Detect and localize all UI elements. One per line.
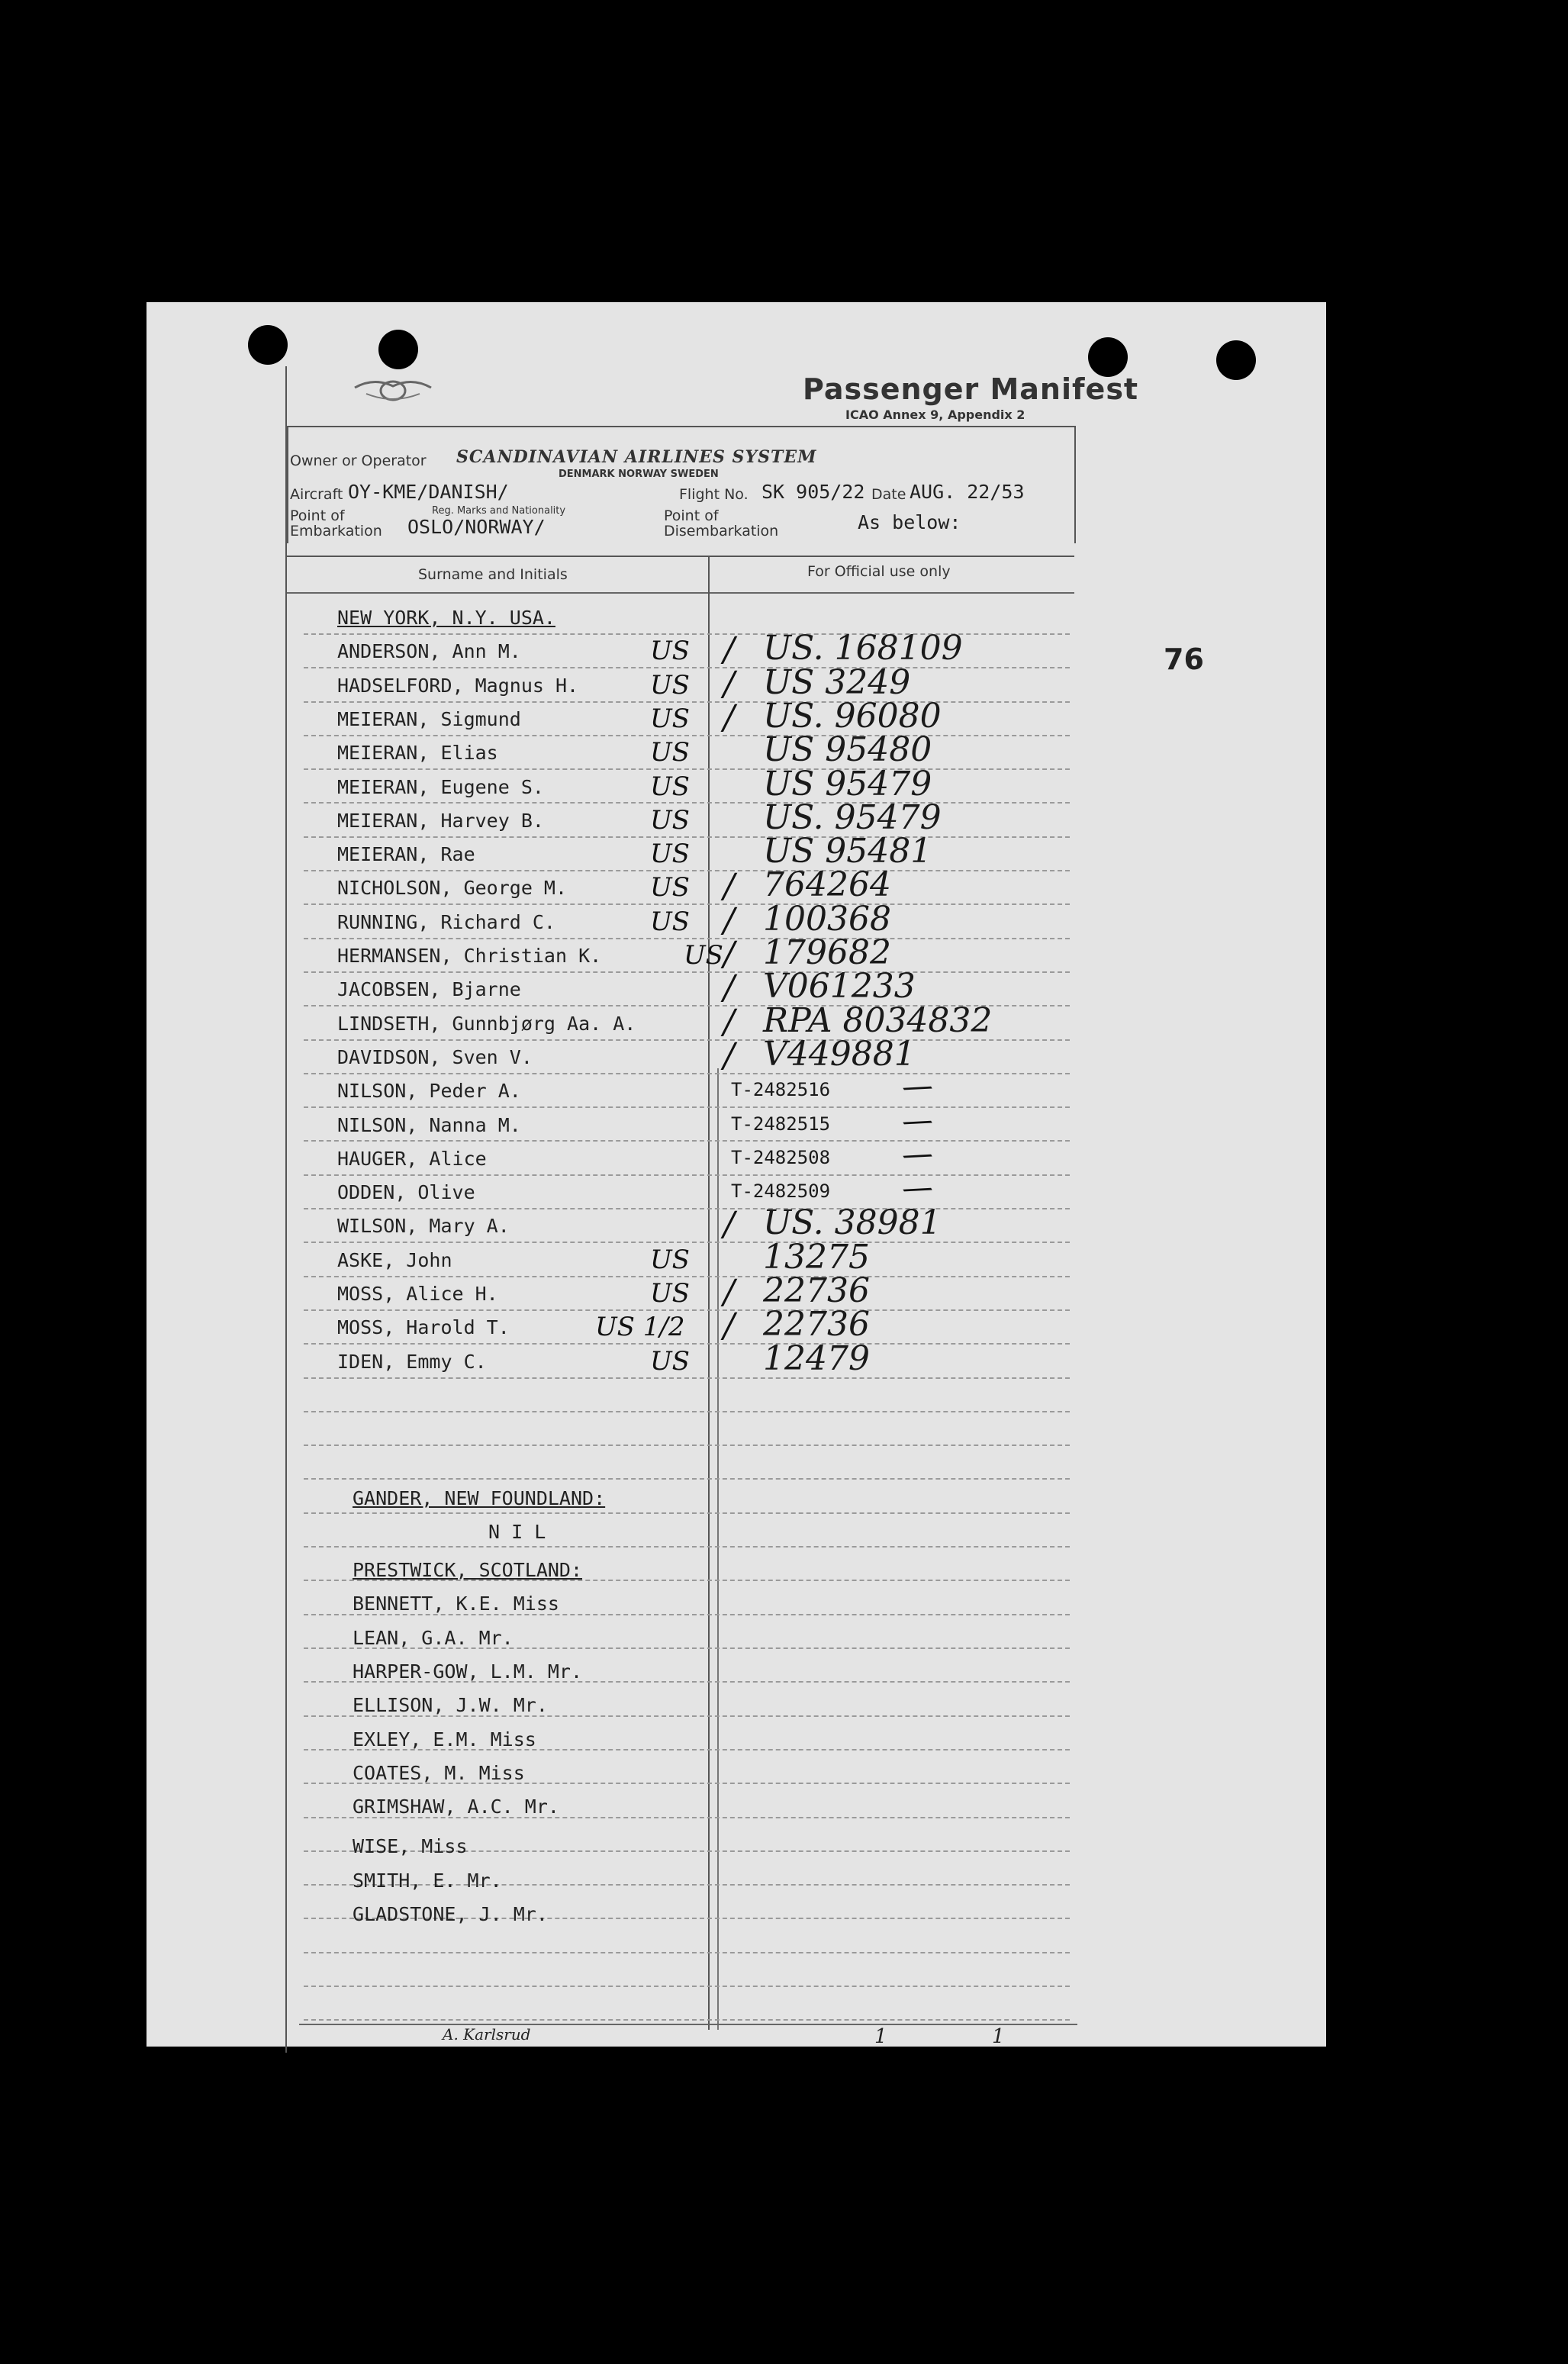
check-mark: / [900, 1142, 936, 1170]
page-number: 76 [1164, 643, 1204, 676]
official-number: 12479 [763, 1339, 870, 1378]
embark-label: Point of Embarkation [290, 507, 382, 539]
col-official-header: For Official use only [807, 563, 951, 580]
form-subtitle: ICAO Annex 9, Appendix 2 [845, 407, 1025, 422]
passenger-name: NILSON, Nanna M. [337, 1114, 521, 1136]
header-rule [287, 556, 1074, 558]
nationality-mark: US [650, 670, 690, 701]
passenger-name: HARPER-GOW, L.M. Mr. [353, 1660, 583, 1683]
passenger-name: MOSS, Alice H. [337, 1283, 498, 1305]
row-rule [304, 1309, 1070, 1312]
row-rule [304, 1377, 1070, 1380]
nationality-mark: US [650, 1245, 690, 1275]
row-rule [304, 1174, 1070, 1177]
official-number: T-2482516 [731, 1079, 831, 1100]
airline-countries: DENMARK NORWAY SWEDEN [559, 469, 719, 480]
section-heading: NEW YORK, N.Y. USA. [337, 607, 555, 629]
check-mark: / [723, 665, 735, 704]
check-mark: / [723, 968, 735, 1007]
check-mark: / [723, 630, 735, 669]
nationality-mark: US [650, 839, 690, 869]
nationality-mark: US 1/2 [595, 1312, 685, 1342]
passenger-name: IDEN, Emmy C. [337, 1351, 487, 1373]
passenger-name: LINDSETH, Gunnbjørg Aa. A. [337, 1013, 636, 1035]
passenger-name: GLADSTONE, J. Mr. [353, 1903, 548, 1925]
punch-hole [1088, 337, 1128, 377]
official-number: T-2482509 [731, 1180, 831, 1202]
passenger-name: N I L [488, 1521, 546, 1543]
row-rule [304, 1478, 1070, 1480]
nationality-mark: US [650, 872, 690, 903]
column-divider [708, 557, 710, 2030]
nationality-mark: US [650, 907, 690, 937]
row-rule [304, 1512, 1070, 1515]
owner-label: Owner or Operator [290, 453, 427, 469]
passenger-name: DAVIDSON, Sven V. [337, 1046, 533, 1068]
check-mark: / [723, 1205, 735, 1244]
embark-value: OSLO/NORWAY/ [407, 516, 546, 538]
official-number: RPA 8034832 [763, 1001, 993, 1040]
official-number: 764264 [763, 865, 891, 904]
footer-name: A. Karlsrud [443, 2025, 531, 2044]
check-mark: / [900, 1074, 936, 1102]
row-rule [304, 1140, 1070, 1142]
date-value: AUG. 22/53 [910, 481, 1025, 503]
official-number: US 95480 [763, 730, 932, 769]
passenger-name: MOSS, Harold T. [337, 1316, 510, 1338]
official-number: US 95481 [763, 832, 932, 871]
passenger-name: NILSON, Peder A. [337, 1080, 521, 1102]
col-surname-header: Surname and Initials [418, 566, 568, 583]
official-number: US. 95479 [763, 798, 942, 837]
nationality-mark: US [650, 805, 690, 836]
passenger-name: HAUGER, Alice [337, 1148, 487, 1170]
nationality-mark: US [650, 704, 690, 734]
nationality-mark: US [650, 1278, 690, 1309]
left-margin-line [285, 366, 287, 2053]
nationality-mark: US [650, 636, 690, 666]
row-rule [304, 1073, 1070, 1075]
official-number: US. 38981 [763, 1203, 942, 1242]
passenger-name: BENNETT, K.E. Miss [353, 1593, 559, 1615]
nationality-mark: US [650, 1346, 690, 1377]
airline-logo-icon [351, 371, 435, 406]
official-number: V061233 [763, 967, 916, 1006]
passenger-name: NICHOLSON, George M. [337, 877, 568, 899]
official-number: 22736 [763, 1271, 870, 1310]
row-rule [304, 1546, 1070, 1548]
airline-name: SCANDINAVIAN AIRLINES SYSTEM [456, 447, 817, 467]
row-rule [304, 1444, 1070, 1447]
official-number: T-2482508 [731, 1147, 831, 1168]
nationality-mark: US [684, 940, 723, 971]
passenger-name: MEIERAN, Harvey B. [337, 810, 544, 832]
row-rule [304, 1986, 1070, 1988]
passenger-name: WILSON, Mary A. [337, 1215, 510, 1237]
punch-hole [378, 330, 418, 369]
passenger-name: COATES, M. Miss [353, 1762, 525, 1784]
official-number: 22736 [763, 1305, 870, 1344]
punch-hole [1216, 340, 1256, 380]
disembark-value: As below: [858, 511, 961, 533]
section-heading: GANDER, NEW FOUNDLAND: [353, 1487, 606, 1509]
official-number: US. 168109 [763, 629, 963, 668]
check-mark: / [723, 1036, 735, 1075]
marks-label: Reg. Marks and Nationality [432, 505, 566, 517]
official-number: US 95479 [763, 765, 932, 804]
passenger-name: MEIERAN, Sigmund [337, 708, 521, 730]
passenger-name: ELLISON, J.W. Mr. [353, 1694, 548, 1716]
check-mark: / [723, 1273, 735, 1312]
row-rule [304, 1411, 1070, 1413]
row-rule [304, 903, 1070, 906]
check-mark: / [723, 1306, 735, 1345]
check-mark: / [723, 698, 735, 737]
passenger-name: WISE, Miss [353, 1835, 468, 1857]
official-number: 100368 [763, 900, 891, 939]
passenger-name: GRIMSHAW, A.C. Mr. [353, 1796, 559, 1818]
passenger-name: RUNNING, Richard C. [337, 911, 555, 933]
date-label: Date [871, 486, 906, 503]
official-number: 179682 [763, 933, 891, 972]
row-rule [304, 1343, 1070, 1345]
row-rule [304, 1208, 1070, 1210]
section-heading: PRESTWICK, SCOTLAND: [353, 1559, 583, 1581]
passenger-name: MEIERAN, Rae [337, 843, 475, 865]
passenger-name: EXLEY, E.M. Miss [353, 1728, 536, 1750]
passenger-name: ODDEN, Olive [337, 1181, 475, 1203]
official-number: T-2482515 [731, 1113, 831, 1135]
check-mark: / [723, 935, 735, 974]
row-rule [304, 2019, 1070, 2021]
check-mark: / [723, 867, 735, 906]
row-rule [304, 1242, 1070, 1244]
nationality-mark: US [650, 737, 690, 768]
row-rule [304, 1952, 1070, 1954]
footer-rule [299, 2024, 1077, 2026]
passenger-name: JACOBSEN, Bjarne [337, 978, 521, 1000]
row-rule [304, 971, 1070, 974]
row-rule [304, 768, 1070, 771]
official-number: 13275 [763, 1238, 870, 1277]
passenger-name: LEAN, G.A. Mr. [353, 1627, 514, 1649]
check-mark: / [723, 1003, 735, 1042]
row-rule [304, 802, 1070, 804]
check-mark: / [723, 901, 735, 940]
aircraft-value: OY-KME/DANISH/ [348, 481, 509, 503]
passenger-name: HERMANSEN, Christian K. [337, 945, 602, 967]
footer-count-2: 1 [992, 2025, 1005, 2048]
punch-hole [248, 325, 288, 365]
official-number: V449881 [763, 1035, 916, 1074]
footer-count-1: 1 [874, 2025, 887, 2048]
nationality-mark: US [650, 771, 690, 802]
passenger-name: ASKE, John [337, 1249, 452, 1271]
passenger-name: MEIERAN, Eugene S. [337, 776, 544, 798]
flight-value: SK 905/22 [761, 481, 865, 503]
aircraft-label: Aircraft [290, 486, 343, 503]
passenger-name: MEIERAN, Elias [337, 742, 498, 764]
form-title: Passenger Manifest [803, 372, 1139, 406]
flight-label: Flight No. [679, 486, 749, 503]
check-mark: / [900, 1176, 936, 1203]
official-number: US 3249 [763, 663, 911, 702]
row-rule [304, 1106, 1070, 1109]
check-mark: / [900, 1109, 936, 1136]
passenger-name: SMITH, E. Mr. [353, 1870, 502, 1892]
disembark-label: Point of Disembarkation [664, 507, 779, 539]
official-number: US. 96080 [763, 697, 942, 736]
header-rule [287, 592, 1074, 594]
passenger-name: HADSELFORD, Magnus H. [337, 675, 579, 697]
passenger-name: ANDERSON, Ann M. [337, 640, 521, 662]
